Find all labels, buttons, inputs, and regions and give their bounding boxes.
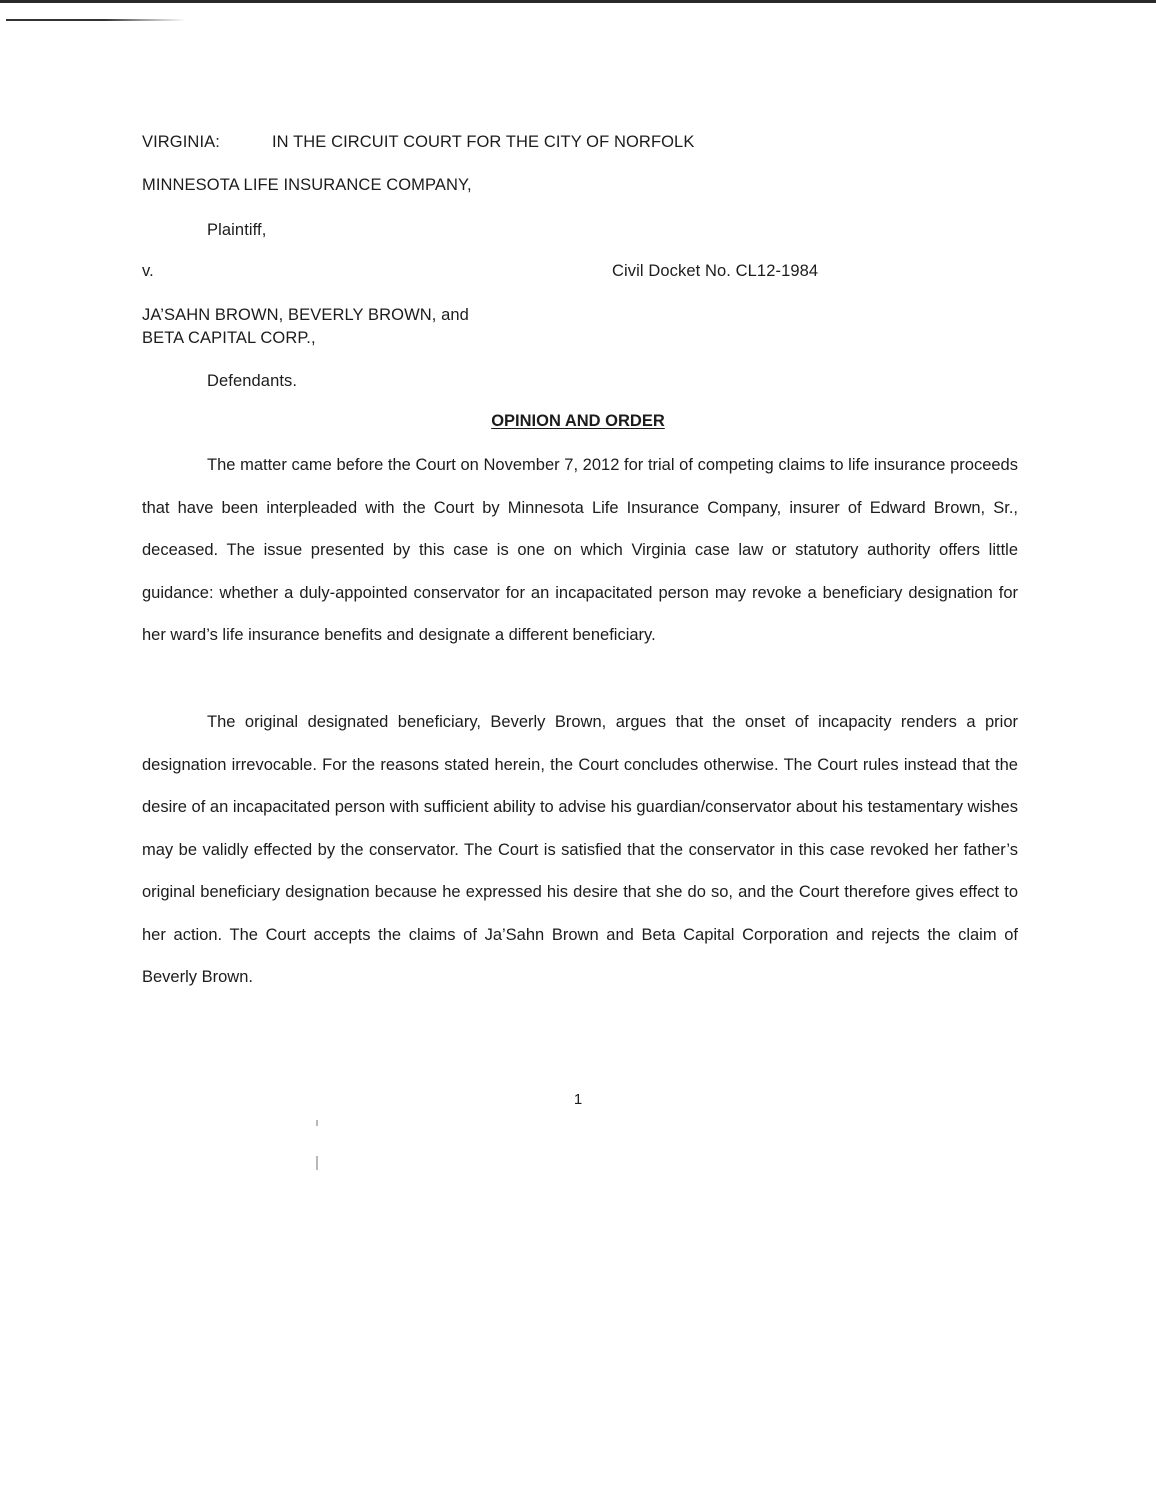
- scan-speck: [316, 1120, 318, 1126]
- paragraph-2: The original designated beneficiary, Beverly Brown, argues that the onset of incapacity renders a prior designation irrevocable. For the reasons stated herein, the Court concludes otherwise. The Court rules instead that the desire of an incapacitated person with sufficient ability to advise his guardian/conservator about his testamentary wishes may be validly effected by the conservator. The Court is satisfied that the conservator in this case revoked her father’s original beneficiary designation because he expressed his desire that she do so, and the Court therefore gives effect to her action. The Court accepts the claims of Ja’Sahn Brown and Beta Capital Corporation and rejects the claim of Beverly Brown.: [142, 713, 1018, 986]
- caption-jurisdiction: VIRGINIA:: [142, 133, 220, 151]
- scan-mark: [6, 19, 186, 21]
- plaintiff-role: Plaintiff,: [207, 221, 267, 239]
- scan-speck: [316, 1156, 318, 1170]
- paragraph-1: The matter came before the Court on November 7, 2012 for trial of competing claims to life insurance proceeds that have been interpleaded with the Court by Minnesota Life Insurance Company, insurer of Edward Brown, Sr., deceased. The issue presented by this case is one on which Virginia case law or statutory authority offers little guidance: whether a duly-appointed conservator for an incapacitated person may revoke a beneficiary designation for her ward’s life insurance benefits and designate a different beneficiary.: [142, 456, 1018, 644]
- versus: v.: [142, 262, 154, 280]
- defendants-role: Defendants.: [207, 372, 298, 390]
- plaintiff-name: MINNESOTA LIFE INSURANCE COMPANY,: [142, 176, 472, 194]
- scan-top-edge: [0, 0, 1156, 3]
- page-number: 1: [573, 1091, 583, 1108]
- defendants-line-2: BETA CAPITAL CORP.,: [142, 329, 316, 347]
- docket-number: Civil Docket No. CL12-1984: [612, 262, 819, 280]
- opinion-title: OPINION AND ORDER: [491, 412, 665, 430]
- caption-court: IN THE CIRCUIT COURT FOR THE CITY OF NORFOLK: [272, 133, 695, 151]
- defendants-line-1: JA’SAHN BROWN, BEVERLY BROWN, and: [142, 306, 469, 324]
